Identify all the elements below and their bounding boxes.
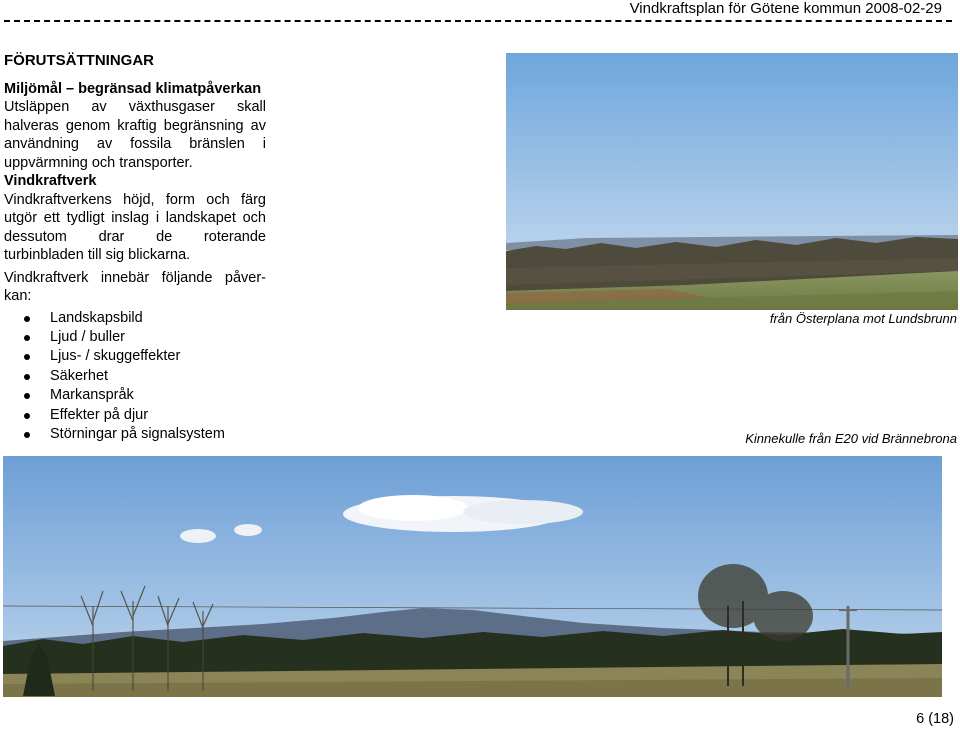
list-item-label: Effekter på djur <box>50 406 149 423</box>
subheading-climate-goal: Miljömål – begränsad klimatpåverkan <box>4 80 262 97</box>
page-number: 6 (18) <box>916 711 954 727</box>
bullet-icon <box>24 374 30 380</box>
paragraph-impacts-intro: Vindkraftverk innebär följande påver-kan: <box>4 269 266 304</box>
paragraph-emissions: Utsläppen av växthusgaser skall halveras genom kraftig begränsning av användning av fossila bränslen i uppvärmning och transporter. <box>4 99 266 171</box>
paragraph-turbine-appearance: Vindkraftverkens höjd, form och färg utgör ett tydligt inslag i landskapet och dessutom drar de roterande turbinbladen till sig blickarna. <box>4 191 266 263</box>
landscape-photo-osterplana <box>506 53 958 310</box>
bullet-icon <box>24 335 30 341</box>
bullet-icon <box>24 354 30 360</box>
list-item <box>4 309 266 328</box>
bullet-icon <box>24 393 30 399</box>
list-item-label: Ljus- / skuggeffekter <box>50 348 181 365</box>
bullet-icon <box>24 316 30 322</box>
document-header-title: Vindkraftsplan för Götene kommun 2008-02-29 <box>629 0 942 17</box>
section-heading: FÖRUTSÄTTNINGAR <box>4 52 154 69</box>
list-item <box>4 425 266 444</box>
photo-caption-osterplana: från Österplana mot Lundsbrunn <box>769 311 957 326</box>
list-item <box>4 367 266 386</box>
list-item-label: Störningar på signalsystem <box>50 425 225 442</box>
bullet-icon <box>24 432 30 438</box>
subheading-wind-turbines: Vindkraftverk <box>4 173 97 189</box>
list-item <box>4 386 266 405</box>
photo-caption-kinnekulle: Kinnekulle från E20 vid Brännebrona <box>745 431 957 446</box>
bullet-icon <box>24 413 30 419</box>
list-item-label: Säkerhet <box>50 367 109 384</box>
list-item <box>4 406 266 425</box>
list-item <box>4 328 266 347</box>
list-item-label: Ljud / buller <box>50 328 125 345</box>
text-column <box>4 52 266 444</box>
landscape-photo-kinnekulle <box>3 456 942 697</box>
list-item-label: Markanspråk <box>50 387 134 404</box>
impact-list <box>4 309 266 445</box>
list-item-label: Landskapsbild <box>50 309 143 326</box>
header-dashed-rule <box>4 20 952 22</box>
list-item <box>4 347 266 366</box>
